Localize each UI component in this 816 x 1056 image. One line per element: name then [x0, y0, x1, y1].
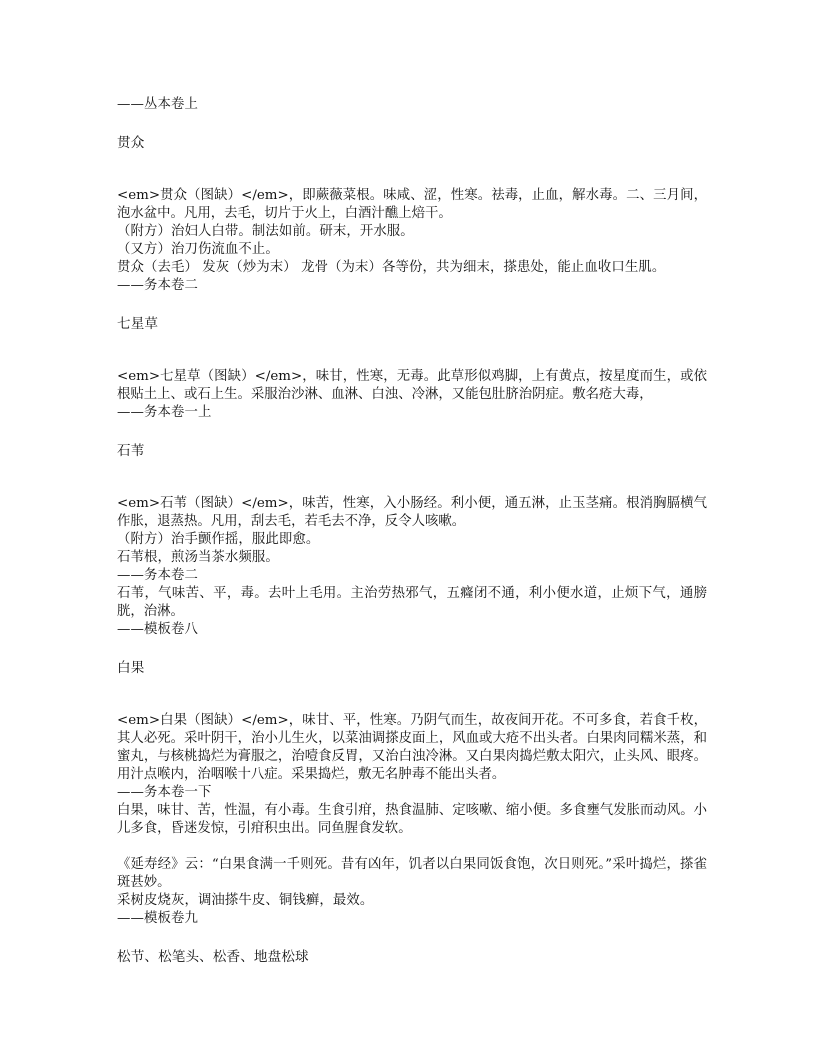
entry-line: （又方）治刀伤流血不止。 — [117, 242, 279, 257]
source-note: ——务本卷一下 — [117, 785, 212, 800]
entry-title-guanzhong: 贯众 — [117, 135, 145, 151]
entry-body-qixingcao: <em>七星草（图缺）</em>，味甘，性寒，无毒。此草形似鸡脚，上有黄点，按星度而生，或依根贴土上、或石上生。采服治沙淋、血淋、白浊、冷淋，又能包肚脐治阴症。敷名疮大毒， — [117, 369, 707, 402]
entry-line: 石苇根，煎汤当茶水频服。 — [117, 550, 279, 565]
entry-line: （附方）治妇人白带。制法如前。研末，开水服。 — [117, 224, 414, 239]
entry-body-baiguo: <em>白果（图缺）</em>，味甘、平，性寒。乃阴气而生，故夜间开花。不可多食，若食千枚，其人必死。采叶阴干，治小儿生火，以菜油调搽皮面上，风血或大疮不出头者。白果肉同糯米蒸，和蜜丸，与核桃捣烂为膏服之，治噎食反胃，又治白浊冷淋。又白果肉捣烂敷太阳穴，止头风、眼疼。用汁点喉内，治咽喉十八症。采果捣烂，敷无名肿毒不能出头者。 — [117, 713, 707, 782]
entry-title-baiguo: 白果 — [117, 660, 145, 676]
source-note: ——丛本卷上 — [117, 97, 198, 112]
entry-line: 贯众（去毛） 发灰（炒为末） 龙骨（为末）各等份，共为细末，搽患处，能止血收口生肌。 — [117, 260, 666, 275]
entry-title-songjie: 松节、松笔头、松香、地盘松球 — [117, 949, 309, 965]
source-note: ——务本卷二 — [117, 568, 198, 583]
entry-line: （附方）治手颤作摇，服此即愈。 — [117, 532, 320, 547]
source-note: ——务本卷一上 — [117, 405, 212, 420]
entry-extra-baiguo: 白果，味甘、苦，性温，有小毒。生食引疳，热食温肺、定咳嗽、缩小便。多食壅气发胀而动风。小儿多食，昏迷发惊，引疳积虫出。同鱼腥食发软。 — [117, 803, 707, 836]
source-note: ——模板卷九 — [117, 911, 198, 926]
source-note: ——模板卷八 — [117, 622, 198, 637]
entry-extra-shiwei: 石苇，气味苦、平，毒。去叶上毛用。主治劳热邪气，五癃闭不通，利小便水道，止烦下气，通膀胱，治淋。 — [117, 586, 707, 619]
entry-title-shiwei: 石苇 — [117, 443, 145, 459]
entry-line: 采树皮烧灰，调油搽牛皮、铜钱癣，最效。 — [117, 893, 374, 908]
entry-body-shiwei: <em>石苇（图缺）</em>，味苦，性寒，入小肠经。利小便，通五淋，止玉茎痛。根消胸膈横气作胀，退蒸热。凡用，刮去毛，若毛去不净，反令人咳嗽。 — [117, 496, 707, 529]
entry-extra2-baiguo: 《延寿经》云：“白果食满一千则死。昔有凶年，饥者以白果同饭食饱，次日则死。”采叶捣烂，搽雀斑甚妙。 — [117, 857, 707, 890]
source-note: ——务本卷二 — [117, 278, 198, 293]
entry-body-guanzhong: <em>贯众（图缺）</em>，即蕨薇菜根。味咸、涩，性寒。祛毒，止血，解水毒。二、三月间，泡水盆中。凡用，去毛，切片于火上，白酒汁醮上焙干。 — [117, 188, 707, 221]
entry-title-qixingcao: 七星草 — [117, 316, 159, 332]
